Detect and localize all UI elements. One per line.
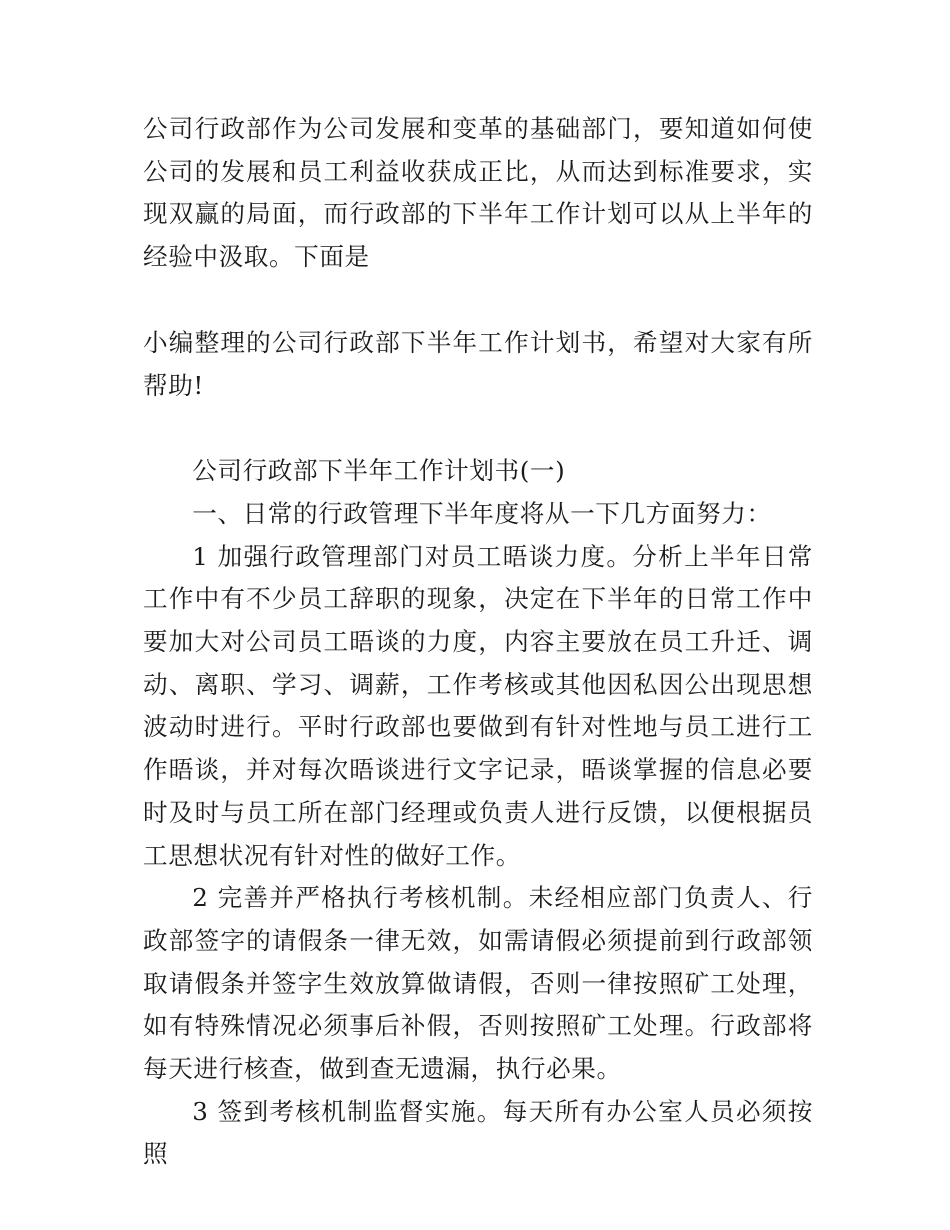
intro-paragraph: 小编整理的公司行政部下半年工作计划书，希望对大家有所帮助! <box>143 327 813 400</box>
section-title: 公司行政部下半年工作计划书(一) <box>192 456 566 486</box>
section-heading: 一、日常的行政管理下半年度将从一下几方面努力： <box>192 498 772 528</box>
list-item: 1 加强行政管理部门对员工晤谈力度。分析上半年日常工作中有不少员工辞职的现象，决定在下半年的日常工作中要加大对公司员工晤谈的力度，内容主要放在员工升迁、调动、离职、学习、调薪，工作考核或其他因私因公出现思想波动时进行。平时行政部也要做到有针对性地与员工进行工作晤谈，并对每次晤谈进行文字记录，晤谈掌握的信息必要时及时与员工所在部门经理或负责人进行反馈，以便根据员工思想状况有针对性的做好工作。 <box>143 541 813 870</box>
list-item: 3 签到考核机制监督实施。每天所有办公室人员必须按照 <box>143 1096 813 1169</box>
intro-paragraph: 公司行政部作为公司发展和变革的基础部门，要知道如何使公司的发展和员工利益收获成正比，从而达到标准要求，实现双赢的局面，而行政部的下半年工作计划可以从上半年的经验中汲取。下面是 <box>143 114 813 272</box>
document-page <box>143 108 813 1176</box>
list-item: 2 完善并严格执行考核机制。未经相应部门负责人、行政部签字的请假条一律无效，如需请假必须提前到行政部领取请假条并签字生效放算做请假，否则一律按照矿工处理，如有特殊情况必须事后补假，否则按照矿工处理。行政部将每天进行核查，做到查无遗漏，执行必果。 <box>143 883 813 1084</box>
